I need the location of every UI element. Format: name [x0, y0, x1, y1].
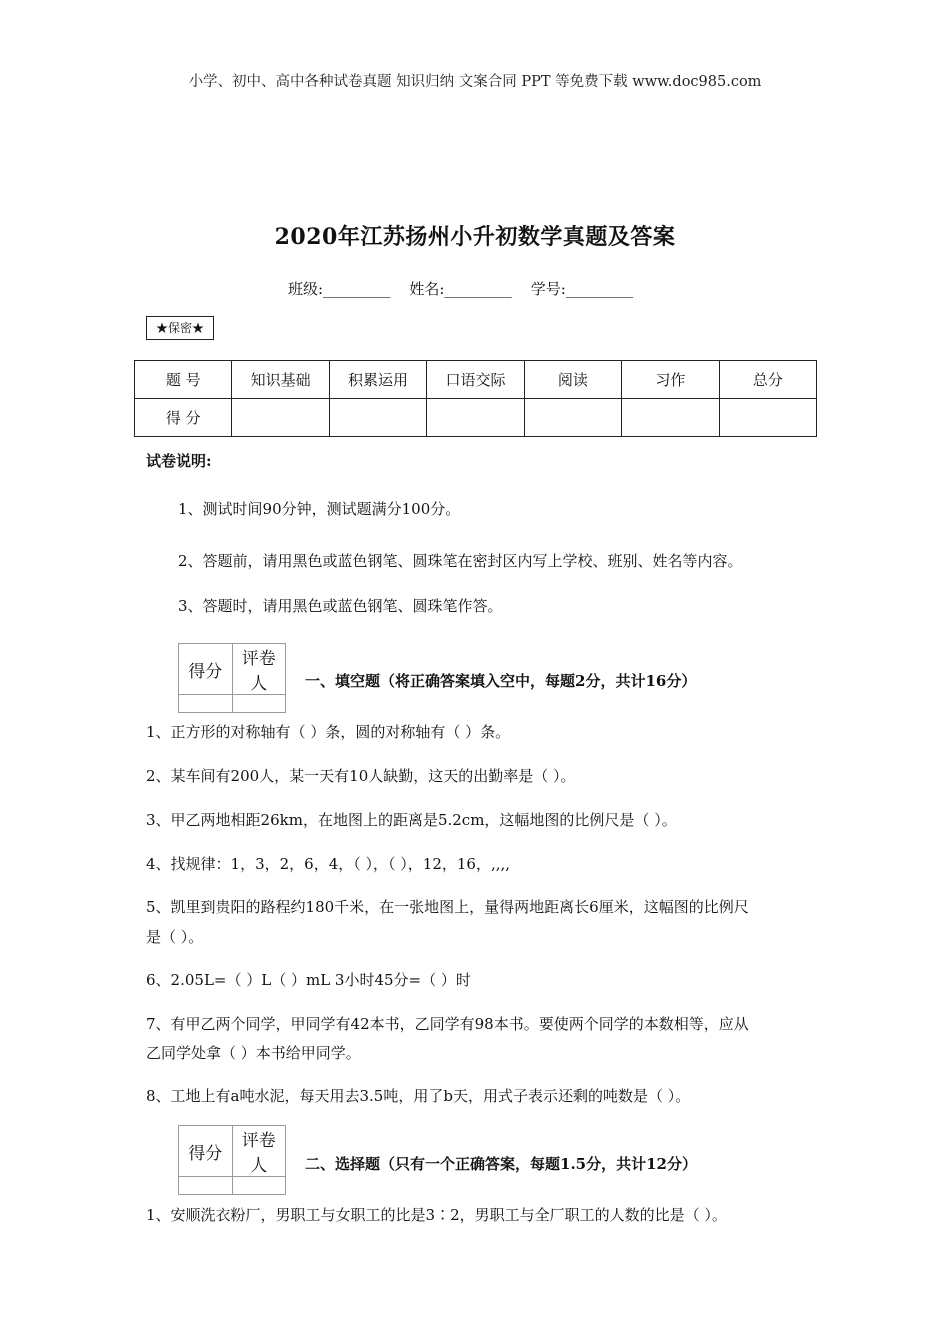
confidential-badge: ★保密★ — [146, 316, 214, 340]
exam-note-item: 2、答题前，请用黑色或蓝色钢笔、圆珠笔在密封区内写上学校、班别、姓名等内容。 — [178, 552, 743, 570]
question-item-continued: 是（ ）。 — [146, 928, 204, 946]
exam-note-item: 1、测试时间90分钟，测试题满分100分。 — [178, 500, 461, 518]
section-title-multiple-choice: 二、选择题（只有一个正确答案，每题1.5分，共计12分） — [305, 1155, 697, 1173]
question-item: 8、工地上有a吨水泥，每天用去3.5吨，用了b天，用式子表示还剩的吨数是（ ）。 — [146, 1087, 691, 1105]
grader-reviewer-label: 评卷人 — [232, 644, 286, 695]
section-title-fill-in: 一、填空题（将正确答案填入空中，每题2分，共计16分） — [305, 672, 697, 690]
student-info-line — [288, 278, 647, 299]
exam-note-item: 3、答题时，请用黑色或蓝色钢笔、圆珠笔作答。 — [178, 597, 503, 615]
page-header-banner: 小学、初中、高中各种试卷真题 知识归纳 文案合同 PPT 等免费下载 www.doc985.com — [188, 74, 762, 90]
question-item: 1、安顺洗衣粉厂，男职工与女职工的比是3∶2，男职工与全厂职工的人数的比是（ ）。 — [146, 1206, 727, 1224]
grader-reviewer-label: 评卷人 — [232, 1126, 286, 1177]
question-item: 1、正方形的对称轴有（ ）条，圆的对称轴有（ ）条。 — [146, 723, 511, 741]
page-title: 2020年江苏扬州小升初数学真题及答案 — [274, 224, 676, 250]
score-cell — [524, 399, 621, 437]
score-header-cell: 习作 — [622, 361, 719, 399]
score-header-cell: 总分 — [719, 361, 816, 399]
score-cell — [719, 399, 816, 437]
exam-notes-title: 试卷说明: — [146, 452, 212, 470]
score-table — [134, 360, 817, 437]
question-item: 3、甲乙两地相距26km，在地图上的距离是5.2cm，这幅地图的比例尺是（ ）。 — [146, 811, 677, 829]
grader-reviewer-cell — [232, 695, 286, 713]
score-header-cell: 题 号 — [135, 361, 232, 399]
score-cell — [622, 399, 719, 437]
question-item: 7、有甲乙两个同学，甲同学有42本书，乙同学有98本书。要使两个同学的本数相等，应从 — [146, 1015, 749, 1033]
grader-score-cell — [179, 695, 233, 713]
score-header-cell: 积累运用 — [329, 361, 426, 399]
grader-box — [178, 643, 286, 713]
grader-score-label: 得分 — [179, 1126, 233, 1177]
score-cell — [329, 399, 426, 437]
grader-box — [178, 1125, 286, 1195]
grader-reviewer-cell — [232, 1177, 286, 1195]
score-row-label: 得 分 — [135, 399, 232, 437]
question-item: 2、某车间有200人，某一天有10人缺勤，这天的出勤率是（ ）。 — [146, 767, 576, 785]
student-id-field-label: 学号:_________ — [530, 280, 634, 298]
score-cell — [232, 399, 329, 437]
grader-score-label: 得分 — [179, 644, 233, 695]
grader-score-cell — [179, 1177, 233, 1195]
class-field-label: 班级:_________ — [288, 280, 391, 298]
question-item: 6、2.05L=（ ）L（ ）mL 3小时45分=（ ）时 — [146, 971, 471, 989]
score-header-cell: 口语交际 — [427, 361, 524, 399]
question-item: 4、找规律：1，3，2，6，4，（ ），（ ），12，16，,,,, — [146, 855, 511, 873]
score-table-header-row — [135, 361, 817, 399]
score-cell — [427, 399, 524, 437]
score-table-score-row — [135, 399, 817, 437]
name-field-label: 姓名:_________ — [409, 280, 512, 298]
score-header-cell: 阅读 — [524, 361, 621, 399]
question-item: 5、凯里到贵阳的路程约180千米，在一张地图上，量得两地距离长6厘米，这幅图的比例尺 — [146, 898, 749, 916]
question-item-continued: 乙同学处拿（ ）本书给甲同学。 — [146, 1044, 361, 1062]
score-header-cell: 知识基础 — [232, 361, 329, 399]
